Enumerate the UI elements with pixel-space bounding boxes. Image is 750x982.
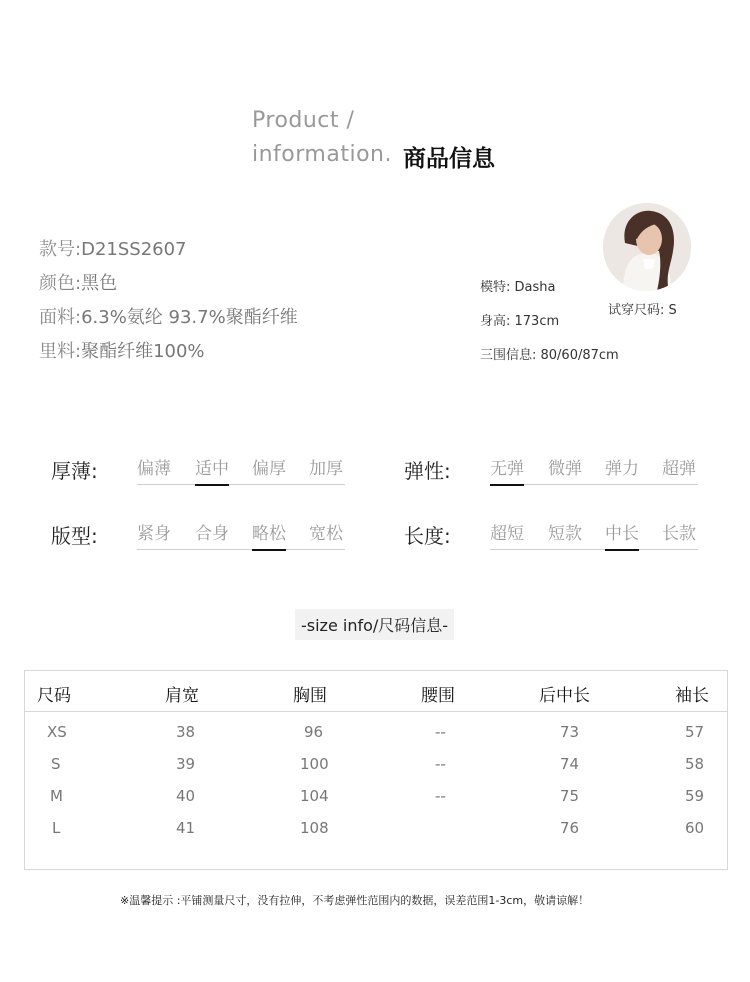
model-avatar [603, 203, 691, 291]
cell: 38 [176, 723, 196, 741]
cell: 73 [560, 723, 580, 741]
attr-thickness-title: 厚薄: [51, 459, 98, 483]
opt-slightly-loose-selected[interactable]: 略松 [252, 519, 286, 544]
cell: 96 [304, 723, 324, 741]
model-portrait-icon [603, 203, 691, 291]
cell: 104 [300, 787, 329, 805]
spec-color: 颜色:黑色 [39, 273, 118, 294]
header-en-line2: information. [252, 142, 392, 167]
opt-super-stretch[interactable]: 超弹 [662, 459, 696, 479]
attr-fit-options [137, 517, 345, 550]
size-info-title: -size info/尺码信息- [295, 609, 454, 640]
opt-extra-short[interactable]: 超短 [490, 524, 524, 544]
opt-thick[interactable]: 偏厚 [252, 459, 286, 479]
opt-fitted[interactable]: 合身 [195, 524, 229, 544]
cell: -- [435, 755, 446, 773]
cell: XS [47, 723, 67, 741]
opt-tight[interactable]: 紧身 [137, 524, 171, 544]
model-height: 身高: 173cm [480, 314, 560, 329]
opt-no-stretch-selected[interactable]: 无弹 [490, 454, 524, 479]
cell: 57 [685, 723, 705, 741]
header-cn-title: 商品信息 [403, 146, 495, 172]
spec-lining: 里料:聚酯纤维100% [39, 341, 205, 362]
th-chest: 胸围 [293, 686, 327, 706]
opt-long[interactable]: 长款 [662, 524, 696, 544]
cell: 100 [300, 755, 329, 773]
size-table [24, 670, 728, 870]
cell: 58 [685, 755, 705, 773]
cell: L [52, 819, 61, 837]
model-measurements: 三围信息: 80/60/87cm [480, 348, 619, 363]
attr-elasticity-options [490, 452, 698, 485]
attr-length-title: 长度: [404, 524, 451, 548]
attr-elasticity-title: 弹性: [404, 459, 451, 483]
opt-loose[interactable]: 宽松 [309, 524, 343, 544]
opt-short[interactable]: 短款 [548, 524, 582, 544]
cell: -- [435, 723, 446, 741]
cell: 76 [560, 819, 580, 837]
cell: 40 [176, 787, 196, 805]
attr-thickness-options [137, 452, 345, 485]
cell: M [50, 787, 63, 805]
cell: 39 [176, 755, 196, 773]
cell: 75 [560, 787, 580, 805]
spec-list [39, 233, 298, 369]
header-en-line1: Product / [252, 108, 355, 133]
cell: -- [435, 787, 446, 805]
th-back-length: 后中长 [539, 686, 590, 706]
opt-slight-stretch[interactable]: 微弹 [548, 459, 582, 479]
cell: 41 [176, 819, 196, 837]
cell: 59 [685, 787, 705, 805]
opt-medium-selected[interactable]: 适中 [195, 454, 229, 479]
th-waist: 腰围 [421, 686, 455, 706]
model-trial-size: 试穿尺码: S [608, 303, 677, 318]
attr-length-options [490, 517, 698, 550]
opt-mid-length-selected[interactable]: 中长 [605, 519, 639, 544]
attr-fit-title: 版型: [51, 524, 98, 548]
opt-extra-thick[interactable]: 加厚 [309, 459, 343, 479]
cell: S [51, 755, 61, 773]
th-size: 尺码 [37, 686, 71, 706]
size-table-header [25, 671, 727, 712]
opt-stretch[interactable]: 弹力 [605, 459, 639, 479]
measurement-note: ※温馨提示 :平铺测量尺寸，没有拉伸，不考虑弹性范围内的数据，误差范围1-3cm，敬请谅解！ [120, 894, 590, 907]
spec-fabric: 面料:6.3%氨纶 93.7%聚酯纤维 [39, 307, 298, 328]
cell: 60 [685, 819, 705, 837]
th-shoulder: 肩宽 [165, 686, 199, 706]
cell: 108 [300, 819, 329, 837]
spec-style-no: 款号:D21SS2607 [39, 239, 187, 260]
model-name: 模特: Dasha [480, 280, 556, 295]
cell: 74 [560, 755, 580, 773]
opt-thin[interactable]: 偏薄 [137, 459, 171, 479]
th-sleeve: 袖长 [675, 686, 709, 706]
